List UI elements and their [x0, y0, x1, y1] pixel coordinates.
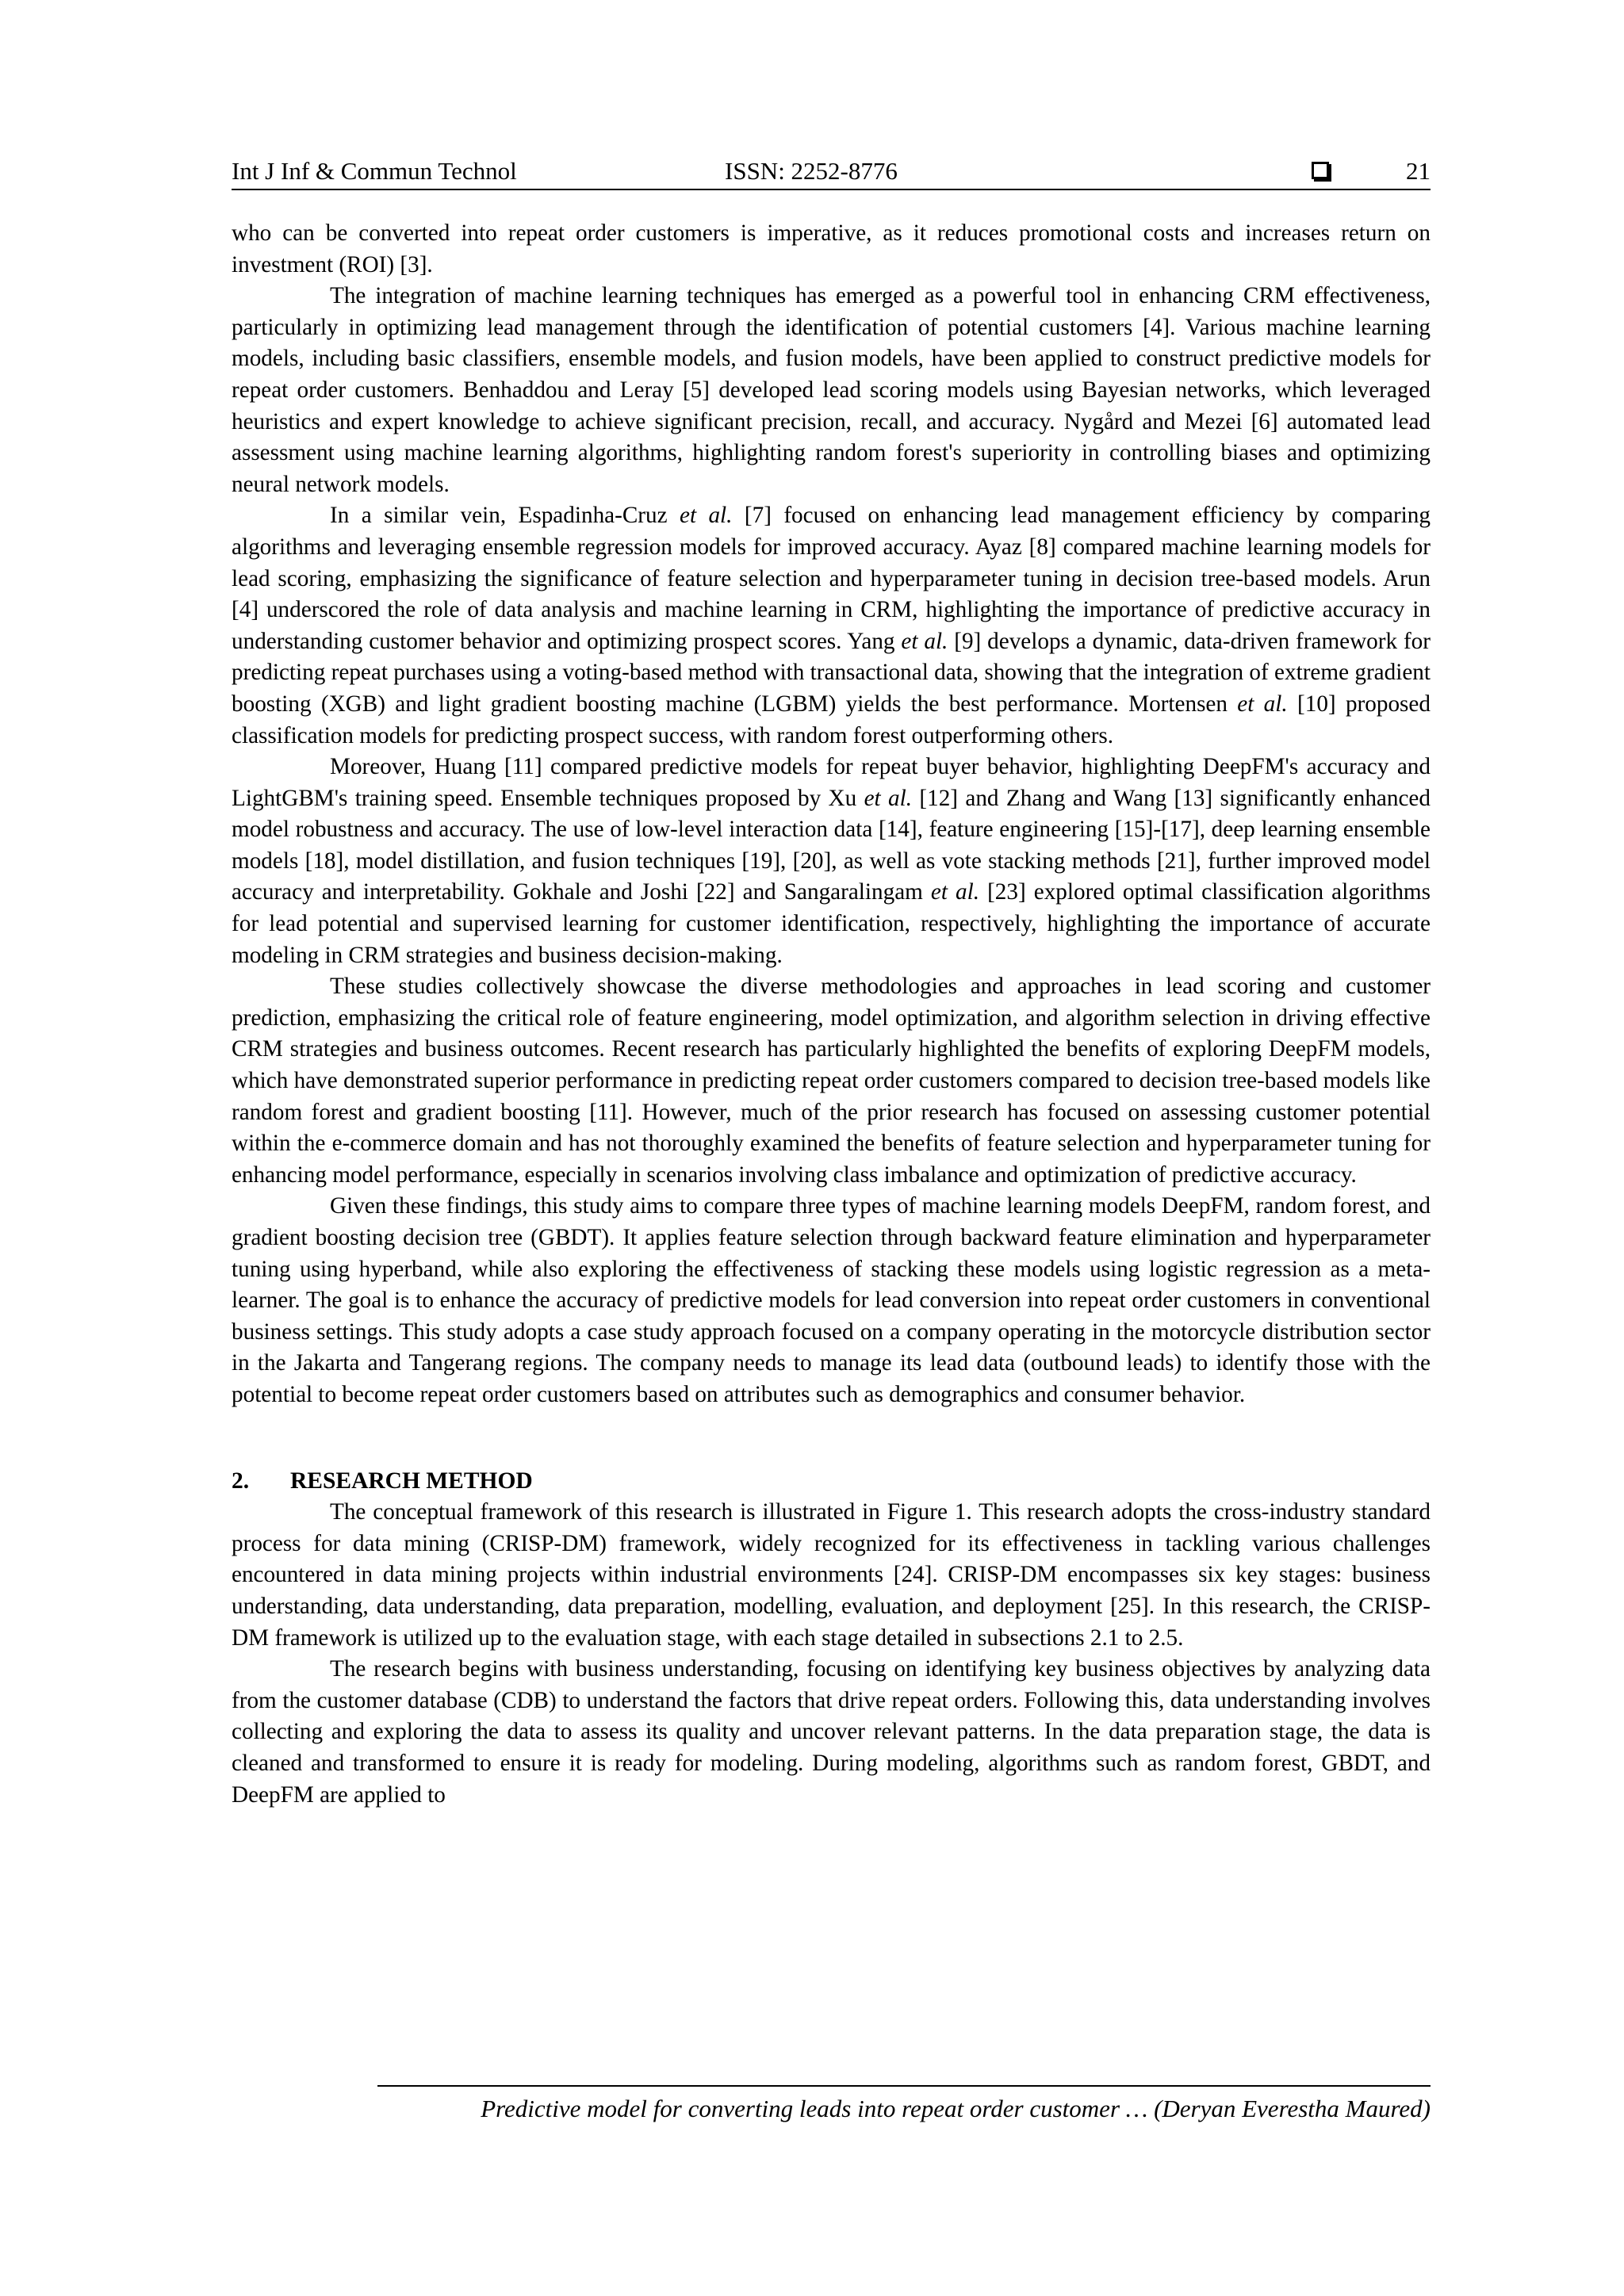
article-body: [232, 218, 1431, 1811]
running-header: [232, 155, 1431, 189]
section-number: 2.: [232, 1468, 250, 1494]
page-number: 21: [1406, 157, 1431, 185]
paragraph: Given these findings, this study aims to compare three types of machine learning models DeepFM, random forest, and gradient boosting decision tree (GBDT). It applies feature selection through backward feature elimination and hyperparameter tuning using hyperband, while also exploring the effectiveness of stacking these models using logistic regression as a meta-learner. The goal is to enhance the accuracy of predictive models for lead conversion into repeat order customers in conventional business settings. This study adopts a case study approach focused on a company operating in the motorcycle distribution sector in the Jakarta and Tangerang regions. The company needs to manage its lead data (outbound leads) to identify those with the potential to become repeat order customers based on attributes such as demographics and consumer behavior.: [232, 1193, 1431, 1407]
paragraph: In a similar vein, Espadinha-Cruz et al. [7] focused on enhancing lead management efficiency by comparing algorithms and leveraging ensemble regression models for improved accuracy. Ayaz [8] compared machine learning models for lead scoring, emphasizing the significance of feature selection and hyperparameter tuning in decision tree-based models. Arun [4] underscored the role of data analysis and machine learning in CRM, highlighting the importance of predictive accuracy in understanding customer behavior and optimizing prospect scores. Yang et al. [9] develops a dynamic, data-driven framework for predicting repeat purchases using a voting-based method with transactional data, showing that the integration of extreme gradient boosting (XGB) and light gradient boosting machine (LGBM) yields the best performance. Mortensen et al. [10] proposed classification models for predicting prospect success, with random forest outperforming others.: [232, 503, 1431, 748]
section-title: RESEARCH METHOD: [290, 1468, 533, 1494]
paragraph: Moreover, Huang [11] compared predictive models for repeat buyer behavior, highlighting DeepFM's accuracy and LightGBM's training speed. Ensemble techniques proposed by Xu et al. [12] and Zhang and Wang [13] significantly enhanced model robustness and accuracy. The use of low-level interaction data [14], feature engineering [15]-[17], deep learning ensemble models [18], model distillation, and fusion techniques [19], [20], as well as vote stacking methods [21], further improved model accuracy and interpretability. Gokhale and Joshi [22] and Sangaralingam et al. [23] explored optimal classification algorithms for lead potential and supervised learning for customer identification, respectively, highlighting the importance of accurate modeling in CRM strategies and business decision-making.: [232, 754, 1431, 968]
section-heading: [232, 1466, 1431, 1498]
issn: ISSN: 2252-8776: [725, 157, 898, 185]
footer-divider: [377, 2085, 1431, 2087]
header-divider: [232, 189, 1431, 190]
paragraph-continued: who can be converted into repeat order customers is imperative, as it reduces promotional costs and increases return on investment (ROI) [3].: [232, 220, 1431, 277]
checkbox-icon: [1312, 162, 1329, 179]
paragraph: These studies collectively showcase the diverse methodologies and approaches in lead scoring and customer prediction, emphasizing the critical role of feature engineering, model optimization, and algorithm selection in driving effective CRM strategies and business outcomes. Recent research has particularly highlighted the benefits of exploring DeepFM models, which have demonstrated superior performance in predicting repeat order customers compared to decision tree-based models like random forest and gradient boosting [11]. However, much of the prior research has focused on assessing customer potential within the e-commerce domain and has not thoroughly examined the benefits of feature selection and hyperparameter tuning for enhancing model performance, especially in scenarios involving class imbalance and optimization of predictive accuracy.: [232, 974, 1431, 1188]
paragraph: The research begins with business understanding, focusing on identifying key business objectives by analyzing data from the customer database (CDB) to understand the factors that drive repeat orders. Following this, data understanding involves collecting and exploring the data to assess its quality and uncover relevant patterns. In the data preparation stage, the data is cleaned and transformed to ensure it is ready for modeling. During modeling, algorithms such as random forest, GBDT, and DeepFM are applied to: [232, 1656, 1431, 1808]
paragraph: The integration of machine learning techniques has emerged as a powerful tool in enhancing CRM effectiveness, particularly in optimizing lead management through the identification of potential customers [4]. Various machine learning models, including basic classifiers, ensemble models, and fusion models, have been applied to construct predictive models for repeat order customers. Benhaddou and Leray [5] developed lead scoring models using Bayesian networks, which leveraged heuristics and expert knowledge to achieve significant precision, recall, and accuracy. Nygård and Mezei [6] automated lead assessment using machine learning algorithms, highlighting random forest's superiority in controlling biases and optimizing neural network models.: [232, 283, 1431, 497]
running-footer: Predictive model for converting leads into repeat order customer … (Deryan Everestha Maured): [481, 2095, 1431, 2122]
paragraph: The conceptual framework of this research is illustrated in Figure 1. This research adopts the cross-industry standard process for data mining (CRISP-DM) framework, widely recognized for its effectiveness in tackling various challenges encountered in data mining projects within industrial environments [24]. CRISP-DM encompasses six key stages: business understanding, data understanding, data preparation, modelling, evaluation, and deployment [25]. In this research, the CRISP-DM framework is utilized up to the evaluation stage, with each stage detailed in subsections 2.1 to 2.5.: [232, 1499, 1431, 1651]
journal-name: Int J Inf & Commun Technol: [232, 157, 517, 185]
